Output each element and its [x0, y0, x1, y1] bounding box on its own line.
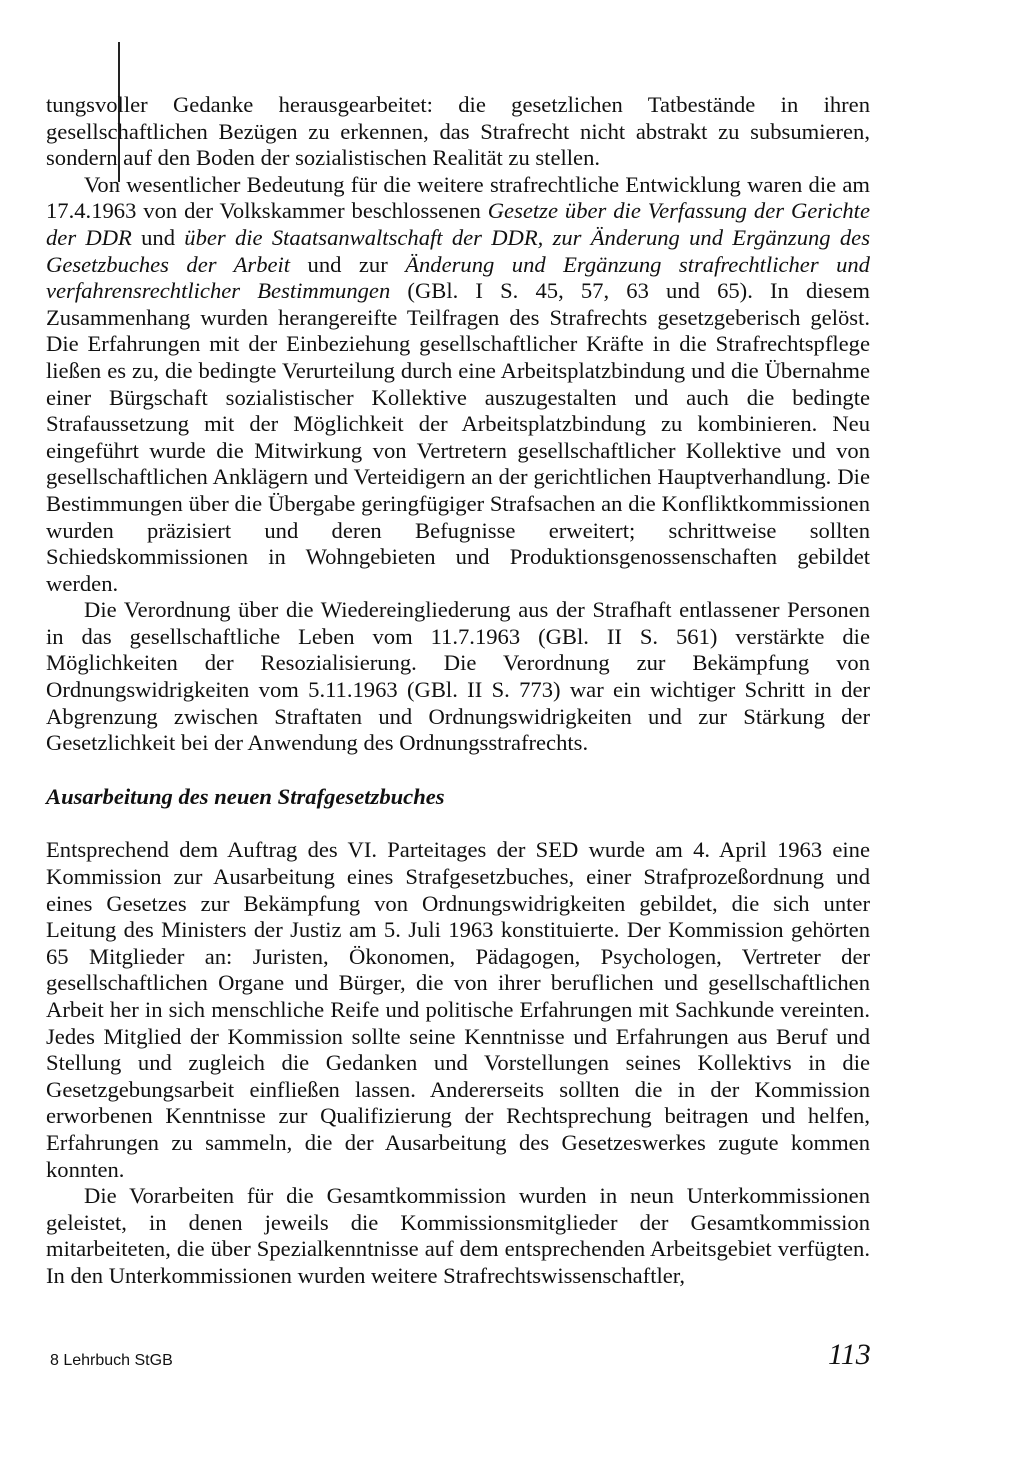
text-run: Von wesentlicher Bedeutung für die weitere strafrechtliche Entwicklung waren die am 17.4.1963 von der Volkskammer beschlossenen — [46, 171, 870, 224]
italic-run: über die Staatsanwaltschaft der DDR, zur Änderung und Ergänzung des Gesetzbuches der Arbeit — [46, 224, 870, 277]
text-run: Entsprechend dem Auftrag des VI. Parteitages der SED wurde am 4. April 1963 eine Kommission zur Ausarbeitung eines Strafgesetzbuches, einer Strafprozeßordnung und eines Gesetzes zur Bekämpfung von Ordnungswidrigkeiten gebildet, die sich unter Leitung des Ministers der Justiz am 5. Juli 1963 konstituierte. Der Kommission gehörten 65 Mitglieder an: Juristen, Ökonomen, Pädagogen, Psychologen, Vertreter der gesellschaftlichen Organe und Bürger, die von ihrer beruflichen und gesellschaftlichen Arbeit her in sich menschliche Reife und politische Erfahrungen mit Sachkunde vereinten. Jedes Mitglied der Kommission sollte seine Kenntnisse und Erfahrungen aus Beruf und Stellung und zugleich die Gedanken und Vorstellungen seines Kollektivs in die Gesetzgebungsarbeit einfließen lassen. Andererseits sollten die in der Kommission erworbenen Kenntnisse zur Qualifizierung der Rechtsprechung beitragen und helfen, Erfahrungen zu sammeln, die der Ausarbeitung des Gesetzeswerkes zugute kommen konnten. — [46, 837, 870, 1182]
paragraph-2 — [46, 172, 870, 598]
text-run: Die Verordnung über die Wiedereingliederung aus der Strafhaft entlassener Personen in das gesellschaftliche Leben vom 11.7.1963 (GBl. II S. 561) verstärkte die Möglichkeiten der Resozialisierung. Die Verordnung zur Bekämpfung von Ordnungswidrigkeiten vom 5.11.1963 (GBl. II S. 773) war ein wichtiger Schritt in der Abgrenzung zwischen Straftaten und Ordnungswidrigkeiten und zur Stärkung der Gesetzlichkeit bei der Anwendung des Ordnungsstrafrechts. — [46, 597, 870, 756]
italic-run: Änderung und Ergänzung strafrechtlicher und verfahrensrechtlicher Bestimmungen — [46, 251, 870, 304]
italic-run: Gesetze über die Verfassung der Gerichte der DDR — [46, 198, 870, 250]
footer-signature: 8 Lehrbuch StGB — [50, 1352, 173, 1369]
section-heading: Ausarbeitung des neuen Strafgesetzbuches — [46, 783, 445, 809]
page-body — [46, 92, 870, 1290]
paragraph-1 — [46, 92, 870, 172]
text-run: (GBl. I S. 45, 57, 63 und 65). In diesem Zusammenhang wurden herangereifte Teilfragen des Strafrechts gesetzgeberisch gelöst. Die Erfahrungen mit der Einbeziehung gesellschaftlicher Kräfte in die Strafrechtspflege ließen es zu, die bedingte Verurteilung durch eine Arbeitsplatzbindung und die Übernahme einer Bürgschaft sozialistischer Kollektive auszugestalten und auch die bedingte Strafaussetzung mit der Möglichkeit der Arbeitsplatzbindung zu kombinieren. Neu eingeführt wurde die Mitwirkung von Vertretern gesellschaftlicher Kollektive und von gesellschaftlichen Anklägern und Verteidigern an der gerichtlichen Hauptverhandlung. Die Bestimmungen über die Übergabe geringfügiger Strafsachen an die Konfliktkommissionen wurden präzisiert und deren Befugnisse erweitert; schrittweise sollten Schiedskommissionen in Wohngebieten und Produktionsgenossenschaften gebildet werden. — [46, 278, 870, 596]
paragraph-5 — [46, 1183, 870, 1289]
text-run: Die Vorarbeiten für die Gesamtkommission wurden in neun Unterkommissionen geleistet, in denen jeweils die Kommissionsmitglieder der Gesamtkommission mitarbeiteten, die über Spezialkenntnisse auf dem entsprechenden Arbeitsgebiet verfügten. In den Unterkommissionen wurden weitere Strafrechtswissenschaftler, — [46, 1183, 870, 1288]
paragraph-3 — [46, 597, 870, 757]
paragraph-4 — [46, 837, 870, 1183]
text-run: tungsvoller Gedanke herausgearbeitet: die gesetzlichen Tatbestände in ihren gesellschaftlichen Bezügen zu erkennen, das Strafrecht nicht abstrakt zu subsumieren, sondern auf den Boden der sozialistischen Realität zu stellen. — [46, 92, 870, 171]
page-number: 113 — [828, 1338, 871, 1371]
text-run: und — [131, 224, 185, 250]
text-run: und zur — [290, 251, 406, 277]
